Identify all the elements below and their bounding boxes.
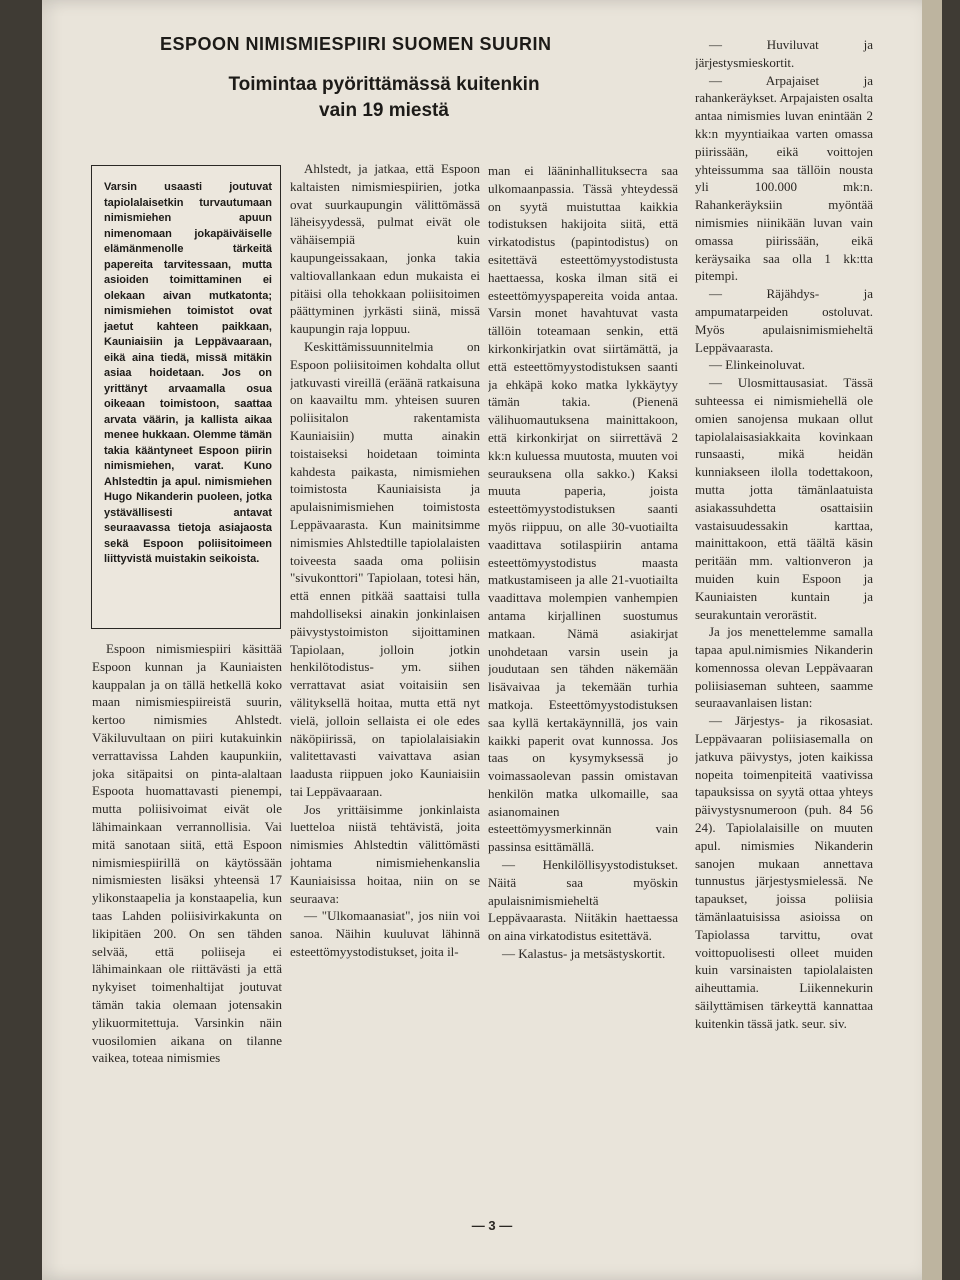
headline: ESPOON NIMISMIESPIIRI SUOMEN SUURIN — [160, 34, 552, 54]
paragraph: — Huviluvat ja järjestysmieskortit. — [695, 37, 873, 70]
paragraph: Jos yrittäisimme jonkinlaista luetteloa niistä tehtävistä, joita nimismies Ahlstedtin välittömästi johtama nimismiehenkanslia Kauniaisissa hoitaa, niin on se seuraava: — [290, 801, 480, 906]
intro-box-text: Varsin usaasti joutuvat tapiolalaisetkin turvautumaan nimismiehen apuun nimenomaan jokapäiväiselle elämänmenolle tärkeitä papereita tarvitessaan, mutta asioiden toimittaminen ei olekaan aivan mutkatonta; nimismiehen toimistot ovat jaetut kahteen paikkaan, Kauniaisiin ja Leppävaaraan, eikä aina tiedä, missä mitäkin asiaa hoidetaan. Jos on yrittänyt arvaamalla osua oikeaan toimistoon, saattaa arvata väärin, ja kallista aikaa menee hukkaan. Olemme tämän takia kääntyneet Espoon piirin nimismiehen, varat. Kuno Ahlstedtin ja apul. nimismiehen Hugo Nikanderin puoleen, jotka ystävällisesti antavat seuraavassa tietoja asiajaosta sekä Espoon poliisitoimeen liittyvistä muistakin seikoista. — [104, 181, 272, 565]
paragraph: Ja jos menettelemme samalla tapaa apul.nimismies Nikanderin komennossa olevan Leppävaaran poliisiaseman suhteen, saamme seuraavanlaisen listan: — [695, 624, 873, 711]
paragraph: — Henkilöllisyystodistukset. Näitä saa myöskin apulaisnimismieheltä Leppävaarasta. Niitäkin haettaessa on aina virkatodistus esitettävä. — [488, 857, 678, 944]
newspaper-page — [42, 0, 942, 1280]
paragraph: — Ulosmittausasiat. Tässä suhteessa ei nimismiehellä ole omien sanojensa mukaan ollut tapiolalaisasiakkaita kovinkaan runsaasti, mikä heidän kunniakseen ilolla todettakoon, mutta jotta tämänlaatuista asiakassuhdetta osattaisiin vastaisuudessakin karttaa, mainittakoon, että täältä käsin peritään mm. valtionveron ja muiden kuin Espoon ja Kauniaisten kuntain ja seurakuntain verorästit. — [695, 375, 873, 622]
page-number: — 3 — — [471, 1218, 513, 1233]
paragraph: Espoon nimismiespiiri käsittää Espoon kunnan ja Kauniaisten kauppalan ja on tällä hetkellä koko maan nimismiespiireistä suurin, kertoo nimismies Ahlstedt. Väkiluvultaan on piiri kutakuinkin verrattavissa Lahden kaupunkiin, joka sitäpaitsi on pinta-alaltaan Espoota huomattavasti pienempi, mutta poliisivoimat eivät ole lähimainkaan verrannollisia. Vai mitä sanotaan siitä, että Espoon nimismiespiirillä on käytössään nimismiesten lisäksi yhteensä 17 ylikonstaapelia ja konstaapelia, kun taas Lahden poliisivirkakunta on likipitäen 200. On sen tähden selvää, että poliiseja ei lähimainkaan ole riittävästi ja että nykyiset toimenhaltijat joutuvat tämän takia olemaan jotensakin ylikuormitettuja. Varsinkin näin vuosilomien aikana on tilanne vaikea, toteaa nimismies — [92, 641, 282, 1066]
page-edge — [922, 0, 942, 1280]
paragraph: — Elinkeinoluvat. — [709, 357, 806, 373]
paragraph: — Räjähdys- ja ampumatarpeiden ostoluvat. Myös apulaisnimismieheltä Leppävaarasta. — [695, 286, 873, 355]
paragraph: — Järjestys- ja rikosasiat. Leppävaaran poliisiasemalla on jatkuva päivystys, joten kaikissa nopeita toimenpiteitä vaativissa tapauksissa on syytä ottaa yhteys päivystysnumeroon (puh. 84 56 24). Tapiolalaisille on muuten apul. nimismies Nikanderin sanojen mukaan annettava tunnustus järjestysmielessä. Ne tapaukset, joissa poliisia tämänlaatuisissa asioissa on Tapiolassa tarvittu, ovat voittopuolisesti olleet muiden kuin varsinaisten tapiolalaisten aiheuttamia. Liikennekurin säilyttämisen tärkeyttä kannattaa kuitenkin tässä jatk. seur. siv. — [695, 713, 873, 1031]
subheadline: Toimintaa pyörittämässä kuitenkin vain 19 miestä — [228, 74, 540, 121]
column-1 — [92, 640, 282, 1210]
column-4 — [695, 36, 873, 1206]
paragraph: — "Ulkomaanasiat", jos niin voi sanoa. Näihin kuuluvat lähinnä esteettömyystodistukset, joita il- — [290, 908, 480, 960]
paragraph: Keskittämissuunnitelmia on Espoon poliisitoimen kohdalta ollut jatkuvasti vireillä (eräänä ratkaisuna on kaavailtu mm. yhteisen suuren poliisitalon rakentamista Kauniaisiin) mutta ainakin toistaiseksi hoidetaan toiminta kahdesta paikasta, nimismiehen toimistosta Kauniaisista ja apulaisnimismiehen toimistosta Leppävaarasta. Kun mainitsimme nimismies Ahlstedtille tapiolalaisten toiveesta saada oma poliisin "sivukonttori" Tapiolaan, totesi hän, että ennen pitkää saattaisi tulla mahdolliseksi ainakin jonkinlaisen päivystystoimiston sijoittaminen Tapiolaan, jolloin jotkin henkilötodistus- ym. siihen verrattavat asiat voitaisiin sen välityksellä hoitaa, mutta että nyt vielä, jolloin sellaista ei ole edes näköpiirissä, on tapiolalaisiakin valitettavasti vaivattava asian laadusta riippuen joko Kauniaisiin tai Leppävaaraan. — [290, 338, 480, 799]
paragraph: — Arpajaiset ja rahankeräykset. Arpajaisten osalta antaa nimismies luvan enintään 2 kk:n myyntiaikaa varten omassa piirissään, eikä voittojen yhteissumma saa tällöin nousta yli 100.000 mk:n. Rahankeräyksiin myöntää nimismies niinikään luvan vain omassa piirissään, eikä keräysaika saa olla 1 kk:tta pitempi. — [695, 72, 873, 284]
paragraph: Ahlstedt, ja jatkaa, että Espoon kaltaisten nimismiespiirien, jotka ovat suurkaupungin välittömässä läheisyydessä, pulmat eivät ole vähäisempiä kuin kaupungeissakaan, jonka takia valtiovallankaan edun mukaista ei pitäisi olla tehokkaan poliisitoimen päättyminen jyrkästi siinä, missä kaupungin raja loppuu. — [290, 161, 480, 337]
paragraph: man ei lääninhallitukseста saa ulkomaanpassia. Tässä yhteydessä on syytä muistuttaa kaikkia todistuksen hakijoita siitä, että virkatodistus (papintodistus) on esitettävä esteettömyystodistusta haettaessa, koska ilman sitä ei esteettömyyspapereita voida antaa. Varsin monet havahtuvat vasta tällöin toteamaan senkin, että kirkonkirjatkin ovat siirtämättä, ja että esteettömyystodistuksen saanti ja ehkäpä koko matka lykkäytyy tämän takia. (Pienenä välihuomautuksena mainittakoon, että kirkonkirjat on siirrettävä 2 kk:n kuluessa muutosta, muuten voi seurauksena olla sakko.) Kaksi muuta paperia, joista esteettömyystodistuksen saanti myös riippuu, on alle 30-vuotiailta vaadittava sotilaspiirin antama esteettömyystodistus maasta matkustamiseen ja alle 21-vuotiailta vaadittava molempien vanhempien antama kirjallinen suostumus matkaan. Nämä asiakirjat unohdetaan varsin usein ja joudutaan sen tähden näkemään lisävaivaa ja tekemään turhia matkoja. Esteettömyystodistuksen saa kyllä kertakäynnillä, jos vain kaikki paperit ovat kunnossa. Jos taas on kysymyksessä jo voimassaolevan passin omistavan henkilön matka ulkomaille, saa asianomainen esteettömyysmerkinnän vain passinsa esittämällä. — [488, 163, 678, 855]
paragraph: — Kalastus- ja metsästyskortit. — [502, 946, 666, 962]
column-2 — [290, 160, 480, 1210]
column-3 — [488, 162, 678, 1192]
